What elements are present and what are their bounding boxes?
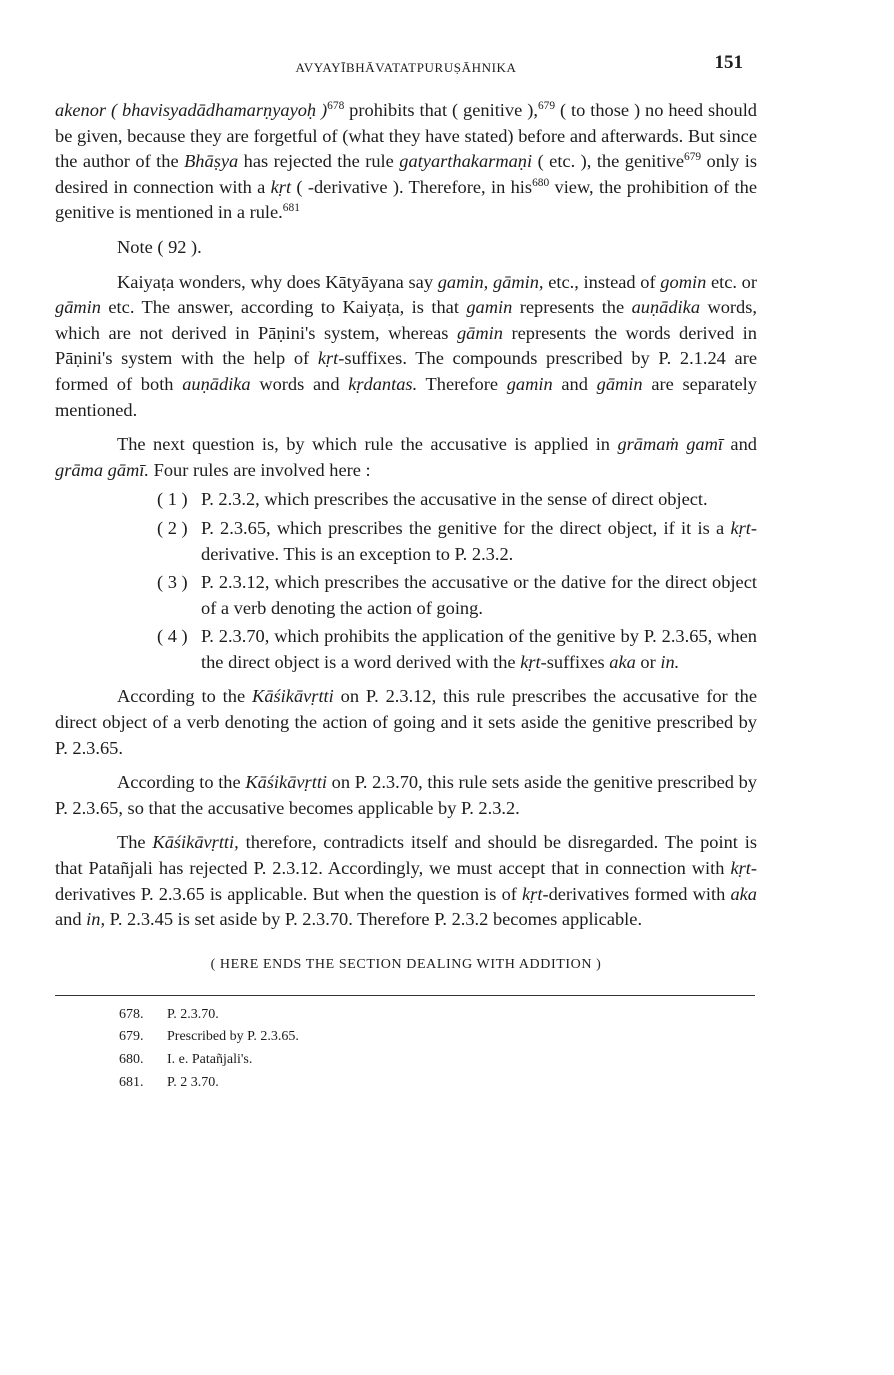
text-run: words, which are not derived in Pāṇini's system, whereas <box>55 297 757 343</box>
text-run: and <box>552 373 597 394</box>
note-heading: Note ( 92 ). <box>117 236 202 257</box>
italic-term: gāmin <box>596 373 643 394</box>
text-run: ( to those ) no heed should be given, because they are forgetful of (what they have stated) before and afterwards. But since the author of the <box>55 100 758 172</box>
rule-item <box>157 624 757 675</box>
text-run: on P. 2.3.12, this rule prescribes the accusative for the direct object of a verb denoting the action of going and it sets aside the genitive prescribed by P. 2.3.65. <box>55 686 758 758</box>
text-run: and <box>722 434 757 455</box>
italic-term: aka <box>730 883 757 904</box>
footnote-number: 679. <box>119 1029 144 1045</box>
text-run: only is desired in connection with a <box>55 151 757 197</box>
italic-term: gāmin <box>456 322 503 343</box>
text-run: P. 2.3.65, which prescribes the genitive for the direct object, if it is a <box>201 517 731 538</box>
text-run: ( -derivative ). Therefore, in his <box>291 176 533 197</box>
text-run: view, the prohibition of the genitive is mentioned in a rule. <box>55 176 757 223</box>
italic-term: gatyarthakarmaṇi <box>399 151 533 172</box>
rule-text <box>201 487 757 513</box>
italic-term: kṛt <box>522 883 543 904</box>
rule-number: ( 3 ) <box>157 572 188 593</box>
text-run: therefore, contradicts itself and should be disregarded. The point is that Patañjali has rejected P. 2.3.12. Accordingly, we must accept that in connection with <box>55 832 758 879</box>
paragraph-question <box>55 432 757 483</box>
text-run: The <box>117 832 153 853</box>
italic-term: gāmin <box>55 297 101 318</box>
italic-term: auṇādika <box>631 297 701 318</box>
italic-term: gamin <box>466 297 513 318</box>
footnote-number: 681. <box>119 1074 144 1090</box>
italic-term: in, <box>86 909 106 930</box>
text-run: represents the <box>512 297 632 318</box>
footnote-ref: 679 <box>684 151 702 164</box>
italic-term: Kāśikāvṛtti <box>252 686 334 707</box>
rule-item <box>157 487 757 513</box>
text-run: P. 2.3.2, which prescribes the accusative in the sense of direct object. <box>201 489 708 510</box>
paragraph-kaiyata <box>55 270 757 424</box>
text-run: etc., instead of <box>543 271 661 292</box>
text-run: -suffixes. The compounds prescribed by P. 2.1.24 are formed of both <box>55 348 757 394</box>
text-run: Therefore <box>417 373 507 394</box>
footnote-item <box>119 1026 757 1049</box>
footnotes <box>55 1004 757 1094</box>
footnote-number: 678. <box>119 1006 144 1022</box>
italic-term: gamin <box>506 373 553 394</box>
footnote-ref: 678 <box>327 99 345 112</box>
rule-number: ( 4 ) <box>157 626 188 647</box>
paragraph-kasika-2-3-70 <box>55 770 757 821</box>
text-run: -derivative. This is an exception to P. 2.3.2. <box>201 517 757 564</box>
footnote-item <box>119 1072 757 1095</box>
text-run: etc. or <box>706 271 757 292</box>
italic-term: kṛt <box>730 517 751 538</box>
text-run: ( etc. ), the genitive <box>532 151 684 172</box>
book-page <box>55 52 757 1094</box>
footnote-item <box>119 1049 757 1072</box>
text-run: represents the words derived in Pāṇini's system with the help of <box>55 322 757 369</box>
rule-text <box>201 624 757 675</box>
italic-term: grāma gāmī. <box>55 459 150 480</box>
paragraph-conclusion <box>55 830 757 932</box>
text-run: etc. The answer, according to Kaiyaṭa, is that <box>100 297 467 318</box>
text-run: -suffixes <box>540 651 610 672</box>
footnote-ref: 679 <box>537 99 556 112</box>
italic-term: kṛt <box>730 858 751 879</box>
text-run: has rejected the rule <box>238 151 400 172</box>
text-run: According to the <box>117 686 253 707</box>
italic-term: gamin, gāmin, <box>437 271 544 292</box>
footnote-divider <box>55 995 755 996</box>
text-run: P. 2.3.45 is set aside by P. 2.3.70. Therefore P. 2.3.2 becomes applicable. <box>105 909 643 930</box>
text-run: The next question is, by which rule the accusative is applied in <box>117 434 618 455</box>
text-run: or <box>635 651 661 672</box>
text-run: Four rules are involved here : <box>149 459 371 480</box>
italic-term: kṛdantas. <box>348 373 418 394</box>
italic-term: aka <box>609 651 636 672</box>
rule-text <box>201 570 757 621</box>
text-run: Kaiyaṭa wonders, why does Kātyāyana say <box>117 271 438 292</box>
italic-term: akenor ( bhavisyadādhamarṇyayoḥ ) <box>55 100 328 120</box>
text-run: P. 2.3.70, which prohibits the application of the genitive by P. 2.3.65, when the direct object is a word derived with the <box>201 626 757 672</box>
italic-term: kṛt <box>317 348 339 369</box>
footnote-ref: 680 <box>532 176 550 189</box>
italic-term: grāmaṁ gamī <box>617 434 723 455</box>
italic-term: gomin <box>660 271 707 292</box>
italic-term: Kāśikāvṛtti, <box>152 832 239 853</box>
text-run: P. 2.3.12, which prescribes the accusative or the dative for the direct object of a verb denoting the action of going. <box>201 572 757 618</box>
italic-term: in. <box>660 651 680 672</box>
text-run: on P. 2.3.70, this rule sets aside the genitive prescribed by P. 2.3.65, so that the accusative becomes applicable by P. 2.3.2. <box>55 772 757 818</box>
text-run: -derivatives P. 2.3.65 is applicable. But when the question is of <box>55 858 757 904</box>
rule-item <box>157 516 757 567</box>
rule-number: ( 1 ) <box>157 489 188 510</box>
paragraph-kasika-2-3-12 <box>55 684 757 761</box>
footnote-item <box>119 1004 757 1027</box>
text-run: prohibits that ( genitive ), <box>344 100 538 120</box>
running-head: AVYAYĪBHĀVATATPURUṢĀHNIKA <box>295 60 517 75</box>
text-run: words and <box>250 373 349 394</box>
footnote-text: P. 2.3.70. <box>167 1006 219 1022</box>
footnote-text: P. 2 3.70. <box>167 1074 219 1090</box>
italic-term: Bhāṣya <box>184 151 239 172</box>
italic-term: auṇādika <box>182 373 251 394</box>
rule-text <box>201 516 757 567</box>
text-run: -derivatives formed with <box>542 883 731 904</box>
italic-term: Kāśikāvṛtti <box>245 772 328 793</box>
italic-term: kṛt <box>270 176 292 197</box>
section-end-note: ( HERE ENDS THE SECTION DEALING WITH ADDITION ) <box>210 956 602 972</box>
footnote-text: Prescribed by P. 2.3.65. <box>167 1029 299 1045</box>
footnote-text: I. e. Patañjali's. <box>167 1052 253 1067</box>
text-run: and <box>55 909 87 930</box>
text-run: are separately mentioned. <box>55 373 757 420</box>
page-header <box>55 52 757 82</box>
rules-list <box>55 487 757 675</box>
italic-term: kṛt <box>520 651 541 672</box>
text-run: According to the <box>117 772 246 793</box>
paragraph-continuation <box>55 98 757 226</box>
rule-number: ( 2 ) <box>157 517 188 538</box>
footnote-number: 680. <box>119 1052 144 1067</box>
footnote-ref: 681 <box>282 202 300 215</box>
rule-item <box>157 570 757 621</box>
page-number: 151 <box>714 52 743 73</box>
